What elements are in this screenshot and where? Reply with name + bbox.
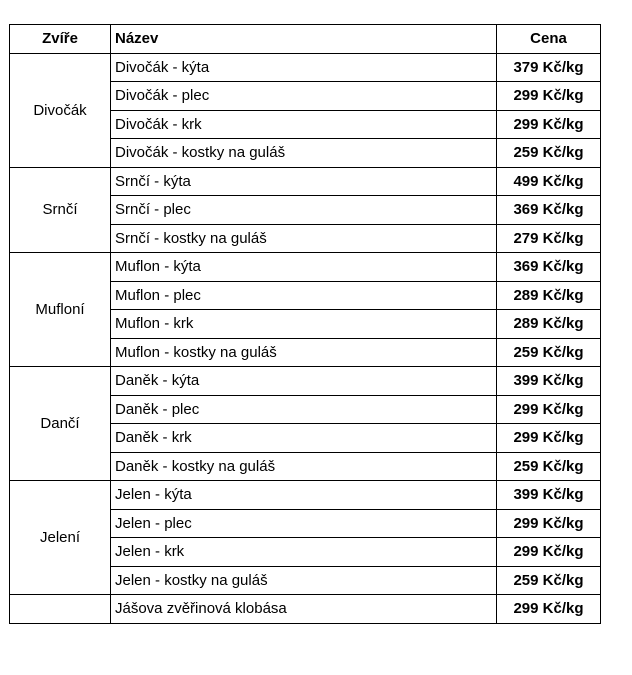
table-row	[10, 367, 601, 396]
product-name-cell: Srnčí - kostky na guláš	[111, 224, 497, 253]
product-price-cell: 299 Kč/kg	[497, 538, 601, 567]
product-price-cell: 299 Kč/kg	[497, 424, 601, 453]
product-name-cell: Divočák - kýta	[111, 53, 497, 82]
product-price-cell: 299 Kč/kg	[497, 595, 601, 624]
table-body	[10, 53, 601, 623]
product-price-cell: 289 Kč/kg	[497, 310, 601, 339]
product-name-cell: Muflon - kýta	[111, 253, 497, 282]
animal-group-cell: Jelení	[10, 481, 111, 595]
table-header	[10, 25, 601, 54]
animal-group-cell: Mufloní	[10, 253, 111, 367]
price-table	[9, 24, 601, 624]
product-price-cell: 289 Kč/kg	[497, 281, 601, 310]
product-price-cell: 259 Kč/kg	[497, 338, 601, 367]
product-price-cell: 299 Kč/kg	[497, 82, 601, 111]
table-row	[10, 595, 601, 624]
product-price-cell: 259 Kč/kg	[497, 139, 601, 168]
product-name-cell: Muflon - kostky na guláš	[111, 338, 497, 367]
table-row	[10, 481, 601, 510]
table-row	[10, 253, 601, 282]
product-price-cell: 379 Kč/kg	[497, 53, 601, 82]
product-name-cell: Divočák - kostky na guláš	[111, 139, 497, 168]
product-price-cell: 369 Kč/kg	[497, 196, 601, 225]
header-name: Název	[111, 25, 497, 54]
product-name-cell: Muflon - krk	[111, 310, 497, 339]
product-name-cell: Jelen - plec	[111, 509, 497, 538]
product-name-cell: Srnčí - kýta	[111, 167, 497, 196]
product-price-cell: 399 Kč/kg	[497, 481, 601, 510]
product-name-cell: Divočák - krk	[111, 110, 497, 139]
table-row	[10, 167, 601, 196]
product-price-cell: 299 Kč/kg	[497, 395, 601, 424]
animal-group-cell: Srnčí	[10, 167, 111, 253]
header-row	[10, 25, 601, 54]
animal-group-cell: Dančí	[10, 367, 111, 481]
product-price-cell: 259 Kč/kg	[497, 452, 601, 481]
product-name-cell: Jelen - kostky na guláš	[111, 566, 497, 595]
product-price-cell: 299 Kč/kg	[497, 110, 601, 139]
product-name-cell: Divočák - plec	[111, 82, 497, 111]
table-row	[10, 53, 601, 82]
header-animal: Zvíře	[10, 25, 111, 54]
product-price-cell: 369 Kč/kg	[497, 253, 601, 282]
product-price-cell: 499 Kč/kg	[497, 167, 601, 196]
animal-group-cell	[10, 595, 111, 624]
product-name-cell: Daněk - kostky na guláš	[111, 452, 497, 481]
header-price: Cena	[497, 25, 601, 54]
product-name-cell: Daněk - krk	[111, 424, 497, 453]
product-name-cell: Jelen - kýta	[111, 481, 497, 510]
product-price-cell: 399 Kč/kg	[497, 367, 601, 396]
product-name-cell: Daněk - kýta	[111, 367, 497, 396]
product-name-cell: Srnčí - plec	[111, 196, 497, 225]
product-name-cell: Jelen - krk	[111, 538, 497, 567]
product-price-cell: 279 Kč/kg	[497, 224, 601, 253]
product-price-cell: 259 Kč/kg	[497, 566, 601, 595]
animal-group-cell: Divočák	[10, 53, 111, 167]
product-name-cell: Jášova zvěřinová klobása	[111, 595, 497, 624]
product-price-cell: 299 Kč/kg	[497, 509, 601, 538]
product-name-cell: Daněk - plec	[111, 395, 497, 424]
product-name-cell: Muflon - plec	[111, 281, 497, 310]
